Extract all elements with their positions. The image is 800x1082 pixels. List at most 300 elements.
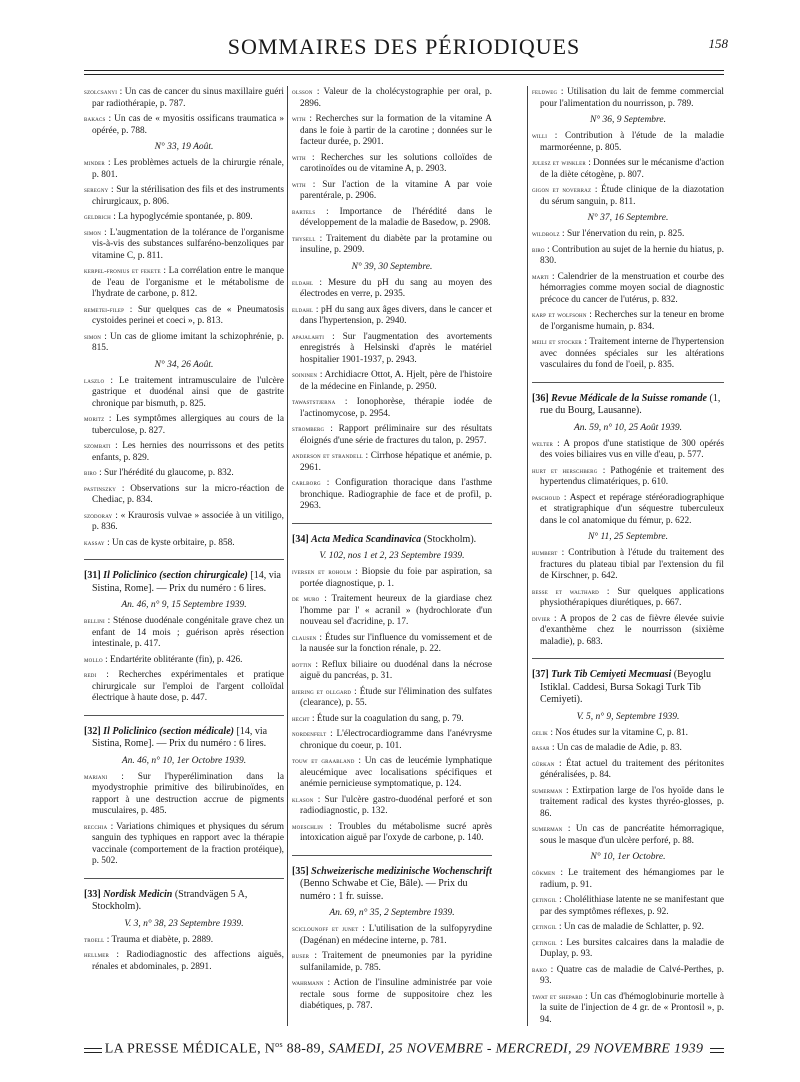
article-author: klason (292, 794, 314, 804)
article-title: : Calendrier de la menstruation et courbe des hémorragies comme moyen social de diagnostic précoce du cancer de l'utérus, p. 832. (540, 271, 724, 305)
article-author: moeschlin (292, 821, 323, 831)
article-author: bottin (292, 659, 312, 669)
article-title: : Un cas de maladie de Adie, p. 83. (552, 743, 682, 753)
article-author: troell (84, 934, 105, 944)
article-title: : Sur quelques cas de « Pneumatosis cystoides perinei et coeci », p. 813. (92, 304, 284, 326)
article-entry (292, 304, 492, 328)
article-author: mollo (84, 654, 103, 664)
journal-name: Turk Tib Cemiyeti Mecmuasi (551, 669, 672, 680)
issue-heading: An. 46, n° 9, 15 Septembre 1939. (121, 600, 247, 610)
article-entry (292, 686, 492, 710)
journal-number: [35] (292, 865, 309, 877)
article-author: remetei-filep (84, 304, 125, 314)
article-author: seregny (84, 185, 109, 194)
article-title: : Un cas de cancer du sinus maxillaire guéri par radiothérapie, p. 787. (92, 87, 284, 109)
article-entry (84, 669, 284, 705)
article-entry (292, 396, 492, 420)
article-entry (292, 423, 492, 447)
article-entry (292, 450, 492, 474)
entry-list (84, 86, 284, 137)
article-entry (532, 586, 724, 610)
article-author: olsson (292, 87, 313, 96)
article-entry (532, 742, 724, 755)
article-entry (532, 894, 724, 918)
entry-list (84, 157, 284, 355)
page-footer (84, 1038, 724, 1062)
journal-details: (Beyoglu Istiklal. Caddesi, Bursa Sokagi Turk Tib Cemiyeti). (540, 669, 711, 705)
entry-list (532, 727, 724, 848)
article-author: soininen (292, 370, 318, 379)
article-entry (84, 157, 284, 181)
article-title: : L'électrocardiogramme dans l'anévrysme chronique du coeur, p. 101. (300, 729, 492, 751)
article-title: : « Kraurosis vulvae » associée à un vitiligo, p. 836. (92, 510, 284, 532)
article-author: redi (84, 670, 97, 679)
issue-heading: N° 36, 9 Septembre. (589, 115, 666, 125)
article-title: : Sur la stérilisation des fils et des instruments chirurgicaux, p. 806. (92, 185, 284, 207)
journal-heading (292, 534, 492, 547)
article-author: apajalahti (292, 331, 325, 341)
page-header (84, 28, 728, 68)
article-entry (292, 331, 492, 367)
journal-heading (84, 570, 284, 595)
issue-heading: An. 46, n° 10, 1er Octobre 1939. (121, 755, 247, 766)
article-title: : Quatre cas de maladie de Calvé-Perthes, p. 93. (540, 964, 724, 986)
article-entry (84, 331, 284, 355)
journal-number: [36] (532, 392, 549, 404)
journal-heading (84, 726, 284, 751)
article-entry (292, 659, 492, 683)
article-entry (292, 277, 492, 301)
article-author: hellmer (84, 950, 110, 959)
journal-heading (84, 889, 284, 914)
article-author: with (292, 179, 306, 189)
article-author: sumerman (532, 785, 563, 795)
article-entry (292, 950, 492, 974)
column-2 (292, 86, 492, 1026)
article-author: gigon et noverraz (532, 185, 592, 194)
issue-heading: V. 102, nos 1 et 2, 23 Septembre 1939. (319, 551, 465, 561)
section-separator (84, 715, 284, 716)
article-entry (84, 537, 284, 550)
article-entry (532, 921, 724, 934)
article-author: gökmen (532, 868, 556, 877)
column-1 (84, 86, 284, 1026)
footer-text (84, 1040, 724, 1058)
article-entry (292, 821, 492, 845)
section-separator (292, 523, 492, 524)
journal-details: (Strandvägen 5 A, Stockholm). (92, 888, 248, 912)
article-entry (84, 615, 284, 651)
journal-details: (1, rue du Bourg, Lausanne). (540, 392, 721, 416)
article-title: : Archidiacre Ottot, A. Hjelt, père de l'histoire de la médecine en Finlande, p. 2950. (300, 370, 492, 392)
article-author: szolcsanyi (84, 87, 118, 96)
journal-details: (Stockholm). (421, 533, 477, 545)
article-entry (84, 467, 284, 480)
article-author: minder (84, 158, 105, 167)
article-entry (532, 244, 724, 268)
article-title: : Recherches sur la formation de la vitamine A dans le foie à partir de la carotine ; données sur le facteur durée, p. 2901. (300, 114, 492, 147)
article-entry (532, 964, 724, 988)
article-title: : Contribution au sujet de la hernie du hiatus, p. 830. (540, 244, 724, 266)
article-author: willi (532, 131, 548, 140)
article-author: clausen (292, 632, 317, 642)
article-title: : Un cas de maladie de Schlatter, p. 92. (558, 922, 704, 932)
section-separator (292, 855, 492, 856)
article-author: bartels (292, 206, 316, 216)
article-author: çetingil (532, 937, 557, 947)
article-entry (84, 510, 284, 534)
page-title: SOMMAIRES DES PÉRIODIQUES (227, 34, 581, 59)
article-entry (532, 184, 724, 208)
journal-heading (532, 669, 724, 707)
footer-rule (710, 1048, 724, 1053)
article-entry (292, 794, 492, 818)
header-rule (84, 70, 724, 75)
article-author: de muro (292, 594, 320, 603)
article-entry (292, 233, 492, 257)
article-title: : Cholélithiase latente ne se manifestant que par des symptômes réflexes, p. 92. (540, 895, 724, 917)
article-title: : Recherches expérimentales et pratique chirurgicale sur l'emploi de l'argent colloïdal électrique à haute dose, p. 447. (92, 670, 284, 703)
article-title: : Action de l'insuline administrée par voie rectale sous forme de suppositoire chez les diabétiques, p. 787. (300, 978, 492, 1011)
entry-list (292, 566, 492, 845)
article-author: szodoray (84, 510, 113, 520)
article-author: anderson et strandell (292, 451, 363, 460)
article-entry (84, 934, 284, 947)
article-entry (84, 211, 284, 224)
article-title: : Pathogénie et traitement des hypertendus climatériques, p. 610. (540, 465, 724, 487)
section-separator (84, 878, 284, 879)
article-entry (532, 309, 724, 333)
article-entry (292, 179, 492, 203)
article-entry (292, 113, 492, 149)
entry-list (532, 130, 724, 208)
article-title: : Observations sur la micro-réaction de Chediac, p. 834. (92, 483, 284, 505)
article-author: karp et wolfsohn (532, 310, 587, 319)
article-entry (292, 566, 492, 590)
article-title: : Variations chimiques et physiques du sérum sanguin des typhiques en rapport avec la thérapie vaccinale (comportement de la fraction protéique), p. 502. (92, 821, 284, 866)
article-title: : Sténose duodénale congénitale grave chez un enfant de 14 mois ; guérison après résection intestinale, p. 417. (92, 616, 284, 649)
article-title: : État actuel du traitement des péritonites généralisées, p. 84. (540, 758, 724, 780)
article-author: with (292, 152, 306, 162)
article-entry (84, 771, 284, 818)
article-entry (532, 937, 724, 961)
article-title: : pH du sang aux âges divers, dans le cancer et dans l'hypertension, p. 2940. (300, 304, 492, 326)
article-author: bjering et ollgard (292, 686, 352, 696)
article-entry (84, 113, 284, 137)
article-entry (292, 923, 492, 947)
article-title: : Étude sur la coagulation du sang, p. 79. (312, 713, 464, 724)
article-entry (292, 977, 492, 1013)
entry-list (84, 615, 284, 705)
article-entry (84, 440, 284, 464)
article-title: : Importance de l'hérédité dans le développement de la maladie de Basedow, p. 2908. (300, 206, 492, 228)
article-author: buser (292, 951, 310, 960)
article-title: : Sur l'hyperélimination dans la myodystrophie primitive des bilirubinoïdes, en rapport à une destruction accrue de pigments musculaires, p. 485. (92, 771, 284, 816)
article-title: : Les problèmes actuels de la chirurgie rénale, p. 801. (92, 158, 284, 180)
article-entry (532, 867, 724, 891)
article-title: : Utilisation du lait de femme commercial pour l'alimentation du nourrisson, p. 789. (540, 87, 724, 109)
column-3 (532, 86, 724, 1026)
article-title: : Un cas de leucémie lymphatique aleucémique avec localisations spécifiques et anémie pernicieuse symptomatique, p. 124. (300, 756, 492, 789)
article-author: wildbolz (532, 229, 560, 238)
entry-list (532, 228, 724, 372)
article-author: simon (84, 331, 102, 341)
article-title: : Radiodiagnostic des affections aiguës, rénales et abdominales, p. 2891. (92, 950, 284, 972)
article-author: eldahl (292, 304, 314, 314)
article-author: touw et graabland (292, 756, 355, 765)
journal-number: [32] (84, 725, 101, 737)
footer-number-sup: os (275, 1040, 283, 1049)
article-entry (292, 86, 492, 110)
article-author: nordenfelt (292, 729, 327, 738)
journal-number: [37] (532, 669, 549, 680)
article-author: tawaststjerna (292, 397, 336, 406)
article-title: : A propos d'une statistique de 300 opérés des voies biliaires vus en ville d'eau, p. 577. (540, 438, 724, 460)
article-entry (84, 821, 284, 868)
journal-name: Schweizerische medizinische Wochenschrift (311, 865, 492, 877)
article-title: : Contribution à l'étude du traitement des fractures du plateau tibial par l'extension du fil de Kirschner, p. 642. (540, 548, 724, 581)
article-entry (84, 184, 284, 208)
article-title: : Sur l'énervation du rein, p. 825. (562, 229, 685, 239)
article-entry (292, 632, 492, 656)
article-entry (532, 271, 724, 307)
article-entry (84, 413, 284, 437)
article-author: iversen et roholm (292, 567, 352, 576)
article-author: marti (532, 271, 549, 281)
article-title: : Le traitement des hémangiomes par le radium, p. 91. (540, 868, 724, 890)
article-author: hurt et herschberg (532, 465, 598, 475)
article-author: meili et stocker (532, 337, 582, 346)
article-title: : Biopsie du foie par aspiration, sa portée diagnostique, p. 1. (300, 567, 492, 589)
article-author: divier (532, 613, 551, 623)
section-separator (84, 559, 284, 560)
article-entry (84, 304, 284, 328)
article-entry (84, 227, 284, 263)
entry-list (532, 86, 724, 110)
issue-heading: N° 11, 25 Septembre. (587, 532, 669, 542)
article-title: : Traitement de pneumonies par la pyridine sulfanilamide, p. 785. (300, 951, 492, 973)
article-author: with (292, 114, 306, 123)
article-author: bellini (84, 616, 105, 625)
article-title: : Cirrhose hépatique et anémie, p. 2961. (300, 451, 492, 473)
article-title: : Mesure du pH du sang au moyen des électrodes en verre, p. 2935. (300, 277, 492, 299)
article-author: hecht (292, 713, 310, 723)
article-entry (292, 369, 492, 393)
article-title: : Contribution à l'étude de la maladie marmoréenne, p. 805. (540, 131, 724, 153)
article-author: kerpel-fronius et fekete (84, 266, 161, 275)
article-entry (292, 713, 492, 726)
journal-details: [14, via Sistina, Rome]. — Prix du numéro : 6 lires. (92, 725, 268, 749)
article-title: : Trauma et diabète, p. 2889. (106, 934, 214, 945)
issue-heading: N° 33, 19 Août. (154, 142, 214, 152)
article-title: : Un cas de kyste orbitaire, p. 858. (107, 537, 235, 548)
article-title: : Sur l'action de la vitamine A par voie parentérale, p. 2906. (300, 179, 492, 201)
article-title: : A propos de 2 cas de fièvre élevée suivie d'exanthème chez le nourrisson (sixième maladie), p. 683. (540, 613, 724, 647)
journal-number: [31] (84, 570, 101, 581)
article-title: : Ionophorèse, thérapie iodée de l'actinomycose, p. 2954. (300, 397, 492, 419)
issue-heading: V. 5, n° 9, Septembre 1939. (576, 711, 680, 722)
article-title: : Sur quelques applications physiothérapiques diurétiques, p. 667. (540, 586, 724, 608)
article-author: simon (84, 227, 102, 237)
entry-list (292, 277, 492, 513)
article-title: : Nos études sur la vitamine C, p. 81. (550, 727, 688, 738)
journal-name: Il Policlinico (section chirurgicale) (103, 570, 248, 581)
article-title: : Endartérite oblitérante (fin), p. 426. (105, 654, 243, 665)
journal-details: (Benno Schwabe et Cie, Bâle). — Prix du numéro : 1 fr. suisse. (300, 878, 468, 902)
article-title: : Traitement heureux de la giardiase chez l'homme par l' « acranil » (hydrochlorate d'un nouveau sel d'acridine, p. 17. (300, 594, 492, 627)
article-author: moritz (84, 414, 105, 423)
issue-heading: N° 39, 30 Septembre. (351, 261, 433, 272)
section-separator (532, 382, 724, 383)
article-author: feldweg (532, 87, 558, 96)
article-title: : Étude clinique de la diazotation du sérum sanguin, p. 811. (540, 185, 724, 207)
entry-list (532, 867, 724, 1026)
article-title: : L'utilisation de la sulfopyrydine (Dagénan) en médecine interne, p. 781. (300, 924, 492, 946)
article-author: carlborg (292, 478, 321, 487)
article-author: wahrmann (292, 978, 324, 987)
article-entry (84, 483, 284, 507)
article-title: : Les hernies des nourrissons et des petits enfants, p. 829. (92, 441, 284, 463)
footer-journal: LA PRESSE MÉDICALE, N (104, 1041, 276, 1057)
journal-details: [14, via Sistina, Rome]. — Prix du numéro : 6 lires. (92, 570, 281, 594)
article-author: gürkan (532, 758, 555, 768)
article-author: recchia (84, 821, 108, 831)
article-author: paschoud (532, 492, 561, 502)
column-divider (287, 86, 288, 1026)
article-entry (532, 438, 724, 462)
article-title: : Un cas de « myositis ossificans traumatica » opérée, p. 788. (92, 114, 284, 136)
entry-list (84, 771, 284, 868)
article-title: : Traitement interne de l'hypertension avec données spéciales sur les altérations vasculaires du fond de l'oeil, p. 835. (540, 337, 724, 370)
article-entry (84, 86, 284, 110)
article-author: tavat et shepard (532, 991, 583, 1001)
article-title: : La hypoglycémie spontanée, p. 809. (113, 212, 253, 222)
entry-list (84, 375, 284, 550)
article-entry (532, 991, 724, 1027)
article-author: mariani (84, 771, 108, 781)
article-author: gelik (532, 727, 548, 737)
article-author: eldahl (292, 277, 314, 287)
column-divider (527, 86, 528, 1026)
article-entry (532, 547, 724, 583)
article-author: çetingil (532, 895, 557, 904)
article-entry (532, 157, 724, 181)
entry-list (292, 86, 492, 257)
article-title: : Sur l'augmentation des avortements enregistrés à Helsinski d'après le matériel hospitalier 1901-1937, p. 2943. (300, 331, 492, 365)
article-author: kassay (84, 537, 105, 547)
article-entry (292, 152, 492, 176)
section-separator (532, 658, 724, 659)
article-title: : Rapport préliminaire sur des résultats éloignés d'une série de fractures du talon, p. 2957. (300, 424, 492, 446)
article-title: : L'augmentation de la tolérance de l'organisme vis-à-vis des substances sulfaréno-benzoliques par vitamine C, p. 811. (92, 227, 284, 261)
article-entry (292, 593, 492, 629)
article-author: sumerman (532, 824, 563, 833)
article-entry (292, 728, 492, 752)
article-author: bako (532, 964, 547, 974)
article-entry (532, 823, 724, 847)
article-title: : Configuration thoracique dans l'asthme bronchique. Radiographie de face et de profil, p. 2963. (300, 478, 492, 511)
article-entry (84, 654, 284, 667)
article-title: : Un cas d'hémoglobinurie mortelle à la suite de l'injection de 4 gr. de « Prontosil », p. 94. (540, 991, 724, 1025)
article-entry (532, 130, 724, 154)
article-entry (532, 336, 724, 372)
article-entry (84, 949, 284, 973)
article-title: : Recherches sur les solutions colloïdes de carotinoïdes ou de vitamine A, p. 2903. (300, 152, 492, 174)
entry-list (84, 934, 284, 974)
article-entry (532, 86, 724, 110)
article-author: laszlo (84, 375, 105, 385)
page-number: 158 (708, 36, 728, 51)
article-title: : Aspect et repérage stéréoradiographique et stratigraphique d'un séquestre tuberculeux dans le col anatomique du fémur, p. 622. (540, 492, 724, 526)
journal-name: Nordisk Medicin (103, 888, 173, 900)
article-author: humbert (532, 548, 558, 557)
issue-heading: N° 34, 26 Août. (154, 359, 214, 370)
article-title: : Reflux biliaire ou duodénal dans la nécrose aiguë du pancréas, p. 31. (300, 659, 492, 681)
journal-heading (532, 393, 724, 418)
article-title: : Le traitement intramusculaire de l'ulcère gastrique et duodénal ainsi que de gastrite chronique par bismuth, p. 825. (92, 375, 284, 409)
article-entry (532, 727, 724, 740)
footer-numbers: 88-89, (282, 1041, 329, 1057)
article-author: sciclounoff et junet (292, 924, 359, 933)
footer-dates: SAMEDI, 25 NOVEMBRE - MERCREDI, 29 NOVEMBRE 1939 (328, 1041, 704, 1057)
article-title: : Étude sur l'élimination des sulfates (clearance), p. 55. (300, 686, 492, 708)
article-author: pastinszky (84, 483, 117, 493)
article-author: çetingil (532, 922, 557, 931)
issue-heading: N° 10, 1er Octobre. (590, 852, 666, 862)
issue-heading: An. 69, n° 35, 2 Septembre 1939. (329, 908, 455, 918)
issue-heading: N° 37, 16 Septembre. (587, 213, 669, 223)
article-title: : Données sur le mécanisme d'action de la diète cétogène, p. 807. (540, 158, 724, 180)
article-author: bakacs (84, 114, 106, 123)
article-author: biro (84, 468, 97, 477)
article-author: thysell (292, 233, 316, 243)
article-author: biro (532, 244, 545, 254)
article-title: : Sur l'hérédité du glaucome, p. 832. (99, 468, 234, 478)
journal-number: [33] (84, 888, 101, 900)
journal-name: Revue Médicale de la Suisse romande (551, 392, 707, 404)
article-title: : Un cas de gliome imitant la schizophrénie, p. 815. (92, 331, 284, 353)
journal-name: Il Policlinico (section médicale) (103, 725, 234, 737)
article-entry (532, 465, 724, 489)
article-entry (532, 758, 724, 782)
article-author: szombati (84, 441, 111, 450)
article-title: : La corrélation entre le manque de l'eau de l'organisme et le métabolisme de l'hydrate de carbone, p. 812. (92, 266, 284, 299)
article-entry (84, 265, 284, 301)
entry-list (532, 438, 724, 528)
article-author: welter (532, 438, 554, 448)
article-entry (532, 785, 724, 821)
article-title: : Traitement du diabète par la protamine ou insuline, p. 2909. (300, 233, 492, 255)
article-entry (532, 613, 724, 649)
article-entry (84, 375, 284, 411)
journal-name: Acta Medica Scandinavica (311, 533, 422, 545)
article-author: besse et walthard (532, 586, 599, 596)
issue-heading: V. 3, n° 38, 23 Septembre 1939. (124, 918, 244, 929)
article-author: geldrich (84, 212, 111, 221)
article-title: : Les symptômes allergiques au cours de la tuberculose, p. 827. (92, 414, 284, 436)
article-entry (532, 492, 724, 528)
article-entry (532, 228, 724, 241)
article-author: stromberg (292, 424, 325, 433)
article-title: : Les bursites calcaires dans la maladie de Duplay, p. 93. (540, 937, 724, 959)
article-entry (292, 206, 492, 230)
article-entry (292, 477, 492, 513)
journal-number: [34] (292, 533, 309, 545)
article-title: : Recherches sur la teneur en brome de l'organisme humain, p. 834. (540, 310, 724, 332)
article-title: : Extirpation large de l'os hyoïde dans le traitement radical des kystes thyréo-glosses, p. 86. (540, 785, 724, 819)
article-title: : Études sur l'influence du vomissement et de la nausée sur la fonction rénale, p. 22. (300, 632, 492, 654)
issue-heading: An. 59, n° 10, 25 Août 1939. (573, 422, 683, 433)
